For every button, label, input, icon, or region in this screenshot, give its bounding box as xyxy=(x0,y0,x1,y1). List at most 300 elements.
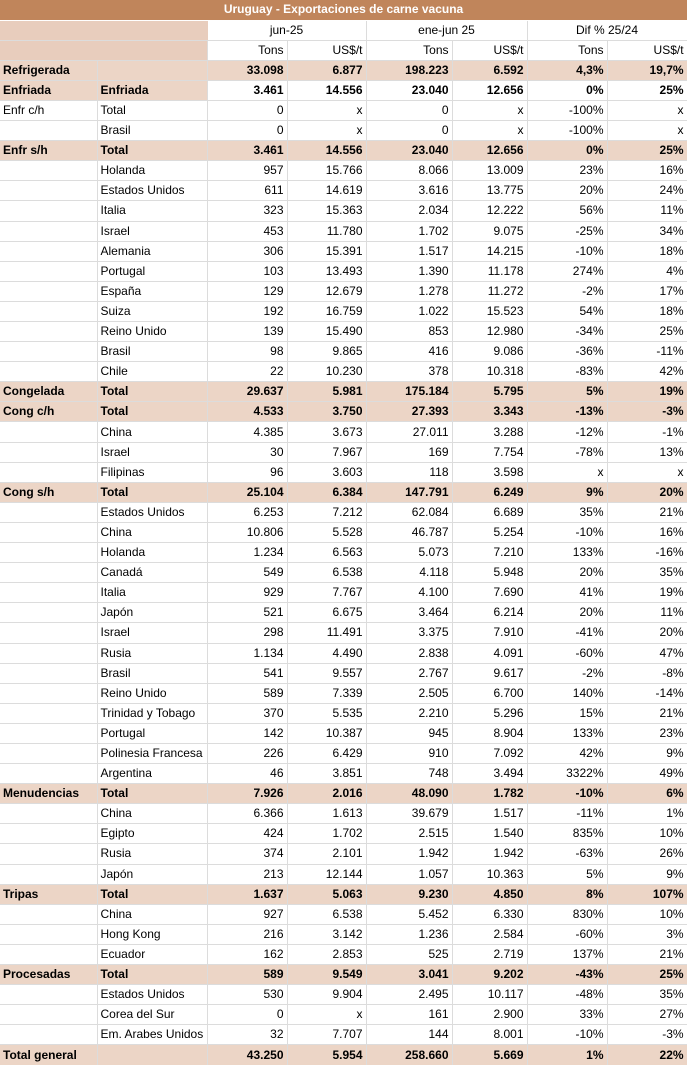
table-row xyxy=(0,824,687,844)
value-cell: 137% xyxy=(527,944,607,964)
value-cell: 1.540 xyxy=(452,824,527,844)
value-cell: 13.775 xyxy=(452,181,527,201)
value-cell: -100% xyxy=(527,100,607,120)
value-cell: 2.016 xyxy=(287,784,366,804)
value-cell: -25% xyxy=(527,221,607,241)
value-cell: 33% xyxy=(527,1005,607,1025)
value-cell: 16% xyxy=(607,161,687,181)
value-cell: 19% xyxy=(607,583,687,603)
value-cell: 927 xyxy=(207,904,287,924)
value-cell: 945 xyxy=(366,723,452,743)
value-cell: 42% xyxy=(527,743,607,763)
value-cell: 3.461 xyxy=(207,141,287,161)
value-cell: 2.584 xyxy=(452,924,527,944)
value-cell: 35% xyxy=(607,985,687,1005)
value-cell: 6.538 xyxy=(287,563,366,583)
table-row xyxy=(0,442,687,462)
destination-cell: Alemania xyxy=(97,241,207,261)
value-cell: 46.787 xyxy=(366,522,452,542)
value-cell: 22% xyxy=(607,1045,687,1065)
value-cell: 2.101 xyxy=(287,844,366,864)
value-cell: 9.549 xyxy=(287,965,366,985)
title-row xyxy=(0,0,687,20)
destination-cell: Argentina xyxy=(97,764,207,784)
value-cell: 3.041 xyxy=(366,965,452,985)
value-cell: 3.603 xyxy=(287,462,366,482)
value-cell: 1.278 xyxy=(366,281,452,301)
period-header-jun: jun-25 xyxy=(207,20,366,40)
value-cell: 39.679 xyxy=(366,804,452,824)
value-cell: 9% xyxy=(527,482,607,502)
value-cell: 21% xyxy=(607,703,687,723)
value-cell: -11% xyxy=(527,804,607,824)
value-cell: 3322% xyxy=(527,764,607,784)
value-cell: x xyxy=(607,462,687,482)
destination-cell: Total xyxy=(97,382,207,402)
value-cell: 2.900 xyxy=(452,1005,527,1025)
category-cell xyxy=(0,643,97,663)
category-cell: Enfr c/h xyxy=(0,100,97,120)
value-cell: 19% xyxy=(607,382,687,402)
destination-cell: Brasil xyxy=(97,663,207,683)
unit-header-row xyxy=(0,40,687,60)
value-cell: -63% xyxy=(527,844,607,864)
value-cell: 139 xyxy=(207,322,287,342)
value-cell: 10.387 xyxy=(287,723,366,743)
value-cell: 830% xyxy=(527,904,607,924)
value-cell: 27% xyxy=(607,1005,687,1025)
table-row xyxy=(0,723,687,743)
value-cell: 5.063 xyxy=(287,884,366,904)
destination-cell: China xyxy=(97,804,207,824)
value-cell: 7.707 xyxy=(287,1025,366,1045)
value-cell: 525 xyxy=(366,944,452,964)
destination-cell: Estados Unidos xyxy=(97,502,207,522)
value-cell: 13.009 xyxy=(452,161,527,181)
value-cell: -2% xyxy=(527,663,607,683)
value-cell: 12.656 xyxy=(452,141,527,161)
value-cell: 21% xyxy=(607,944,687,964)
category-cell: Total general xyxy=(0,1045,97,1065)
table-row xyxy=(0,924,687,944)
value-cell: 1.390 xyxy=(366,261,452,281)
value-cell: 4.533 xyxy=(207,402,287,422)
destination-cell: Reino Unido xyxy=(97,683,207,703)
destination-cell: Total xyxy=(97,100,207,120)
value-cell: 10.806 xyxy=(207,522,287,542)
value-cell: 6.214 xyxy=(452,603,527,623)
category-cell xyxy=(0,181,97,201)
category-cell xyxy=(0,442,97,462)
value-cell: 2.767 xyxy=(366,663,452,683)
value-cell: 18% xyxy=(607,241,687,261)
value-cell: 25% xyxy=(607,80,687,100)
value-cell: 7.967 xyxy=(287,442,366,462)
category-cell xyxy=(0,864,97,884)
table-row xyxy=(0,342,687,362)
destination-cell: Total xyxy=(97,402,207,422)
value-cell: 549 xyxy=(207,563,287,583)
destination-cell: Italia xyxy=(97,583,207,603)
value-cell: -60% xyxy=(527,643,607,663)
header-corner-lower xyxy=(0,40,207,60)
value-cell: 8.904 xyxy=(452,723,527,743)
value-cell: 2.853 xyxy=(287,944,366,964)
destination-cell: Portugal xyxy=(97,261,207,281)
value-cell: 853 xyxy=(366,322,452,342)
value-cell: 258.660 xyxy=(366,1045,452,1065)
table-row xyxy=(0,462,687,482)
value-cell: -14% xyxy=(607,683,687,703)
table-row xyxy=(0,563,687,583)
value-cell: 378 xyxy=(366,362,452,382)
value-cell: 7.910 xyxy=(452,623,527,643)
value-cell: 133% xyxy=(527,723,607,743)
value-cell: -12% xyxy=(527,422,607,442)
category-cell xyxy=(0,683,97,703)
category-cell xyxy=(0,342,97,362)
value-cell: 4.118 xyxy=(366,563,452,583)
category-cell xyxy=(0,904,97,924)
value-cell: 103 xyxy=(207,261,287,281)
category-cell xyxy=(0,663,97,683)
value-cell: 3.142 xyxy=(287,924,366,944)
period-header-row xyxy=(0,20,687,40)
table-row xyxy=(0,322,687,342)
value-cell: 6.592 xyxy=(452,60,527,80)
destination-cell: Total xyxy=(97,141,207,161)
value-cell: 8.001 xyxy=(452,1025,527,1045)
value-cell: 48.090 xyxy=(366,784,452,804)
value-cell: 6.700 xyxy=(452,683,527,703)
destination-cell xyxy=(97,1045,207,1065)
destination-cell: Estados Unidos xyxy=(97,985,207,1005)
value-cell: 144 xyxy=(366,1025,452,1045)
category-cell: Cong c/h xyxy=(0,402,97,422)
table-row xyxy=(0,743,687,763)
value-cell: 10% xyxy=(607,824,687,844)
table-row xyxy=(0,804,687,824)
table-row xyxy=(0,60,687,80)
value-cell: 7.092 xyxy=(452,743,527,763)
category-cell xyxy=(0,844,97,864)
destination-cell: Israel xyxy=(97,221,207,241)
category-cell xyxy=(0,563,97,583)
value-cell: 147.791 xyxy=(366,482,452,502)
value-cell: x xyxy=(527,462,607,482)
value-cell: 370 xyxy=(207,703,287,723)
value-cell: 589 xyxy=(207,683,287,703)
value-cell: 1% xyxy=(527,1045,607,1065)
category-cell xyxy=(0,522,97,542)
value-cell: 6.253 xyxy=(207,502,287,522)
category-cell xyxy=(0,261,97,281)
value-cell: 140% xyxy=(527,683,607,703)
value-cell: 6.429 xyxy=(287,743,366,763)
value-cell: 26% xyxy=(607,844,687,864)
value-cell: -48% xyxy=(527,985,607,1005)
value-cell: 10% xyxy=(607,904,687,924)
value-cell: 530 xyxy=(207,985,287,1005)
table-row xyxy=(0,181,687,201)
value-cell: 9.086 xyxy=(452,342,527,362)
value-cell: 4,3% xyxy=(527,60,607,80)
value-cell: 23% xyxy=(527,161,607,181)
value-cell: 161 xyxy=(366,1005,452,1025)
category-cell xyxy=(0,1005,97,1025)
value-cell: 2.719 xyxy=(452,944,527,964)
value-cell: 3.851 xyxy=(287,764,366,784)
table-row xyxy=(0,1045,687,1065)
destination-cell: Polinesia Francesa xyxy=(97,743,207,763)
value-cell: 6.675 xyxy=(287,603,366,623)
value-cell: 23.040 xyxy=(366,141,452,161)
destination-cell: Ecuador xyxy=(97,944,207,964)
value-cell: -83% xyxy=(527,362,607,382)
category-cell: Cong s/h xyxy=(0,482,97,502)
category-cell xyxy=(0,723,97,743)
value-cell: 298 xyxy=(207,623,287,643)
value-cell: 1.702 xyxy=(366,221,452,241)
value-cell: 957 xyxy=(207,161,287,181)
value-cell: 35% xyxy=(607,563,687,583)
value-cell: 9% xyxy=(607,864,687,884)
table-row xyxy=(0,362,687,382)
table-row xyxy=(0,161,687,181)
value-cell: 27.011 xyxy=(366,422,452,442)
value-cell: 107% xyxy=(607,884,687,904)
value-cell: 5.254 xyxy=(452,522,527,542)
value-cell: x xyxy=(452,121,527,141)
destination-cell: China xyxy=(97,904,207,924)
value-cell: 6.689 xyxy=(452,502,527,522)
category-cell xyxy=(0,362,97,382)
value-cell: 1.236 xyxy=(366,924,452,944)
category-cell: Enfriada xyxy=(0,80,97,100)
value-cell: 3.461 xyxy=(207,80,287,100)
value-cell: 162 xyxy=(207,944,287,964)
value-cell: 4.100 xyxy=(366,583,452,603)
table-row xyxy=(0,864,687,884)
value-cell: 9.075 xyxy=(452,221,527,241)
value-cell: 1.942 xyxy=(366,844,452,864)
value-cell: 1.637 xyxy=(207,884,287,904)
value-cell: 24% xyxy=(607,181,687,201)
table-row xyxy=(0,965,687,985)
destination-cell: Filipinas xyxy=(97,462,207,482)
value-cell: 12.980 xyxy=(452,322,527,342)
value-cell: 1.517 xyxy=(366,241,452,261)
category-cell xyxy=(0,281,97,301)
destination-cell: Holanda xyxy=(97,543,207,563)
destination-cell: Corea del Sur xyxy=(97,1005,207,1025)
value-cell: 17% xyxy=(607,281,687,301)
value-cell: 9% xyxy=(607,743,687,763)
value-cell: 213 xyxy=(207,864,287,884)
value-cell: 1.234 xyxy=(207,543,287,563)
value-cell: x xyxy=(452,100,527,120)
value-cell: 2.210 xyxy=(366,703,452,723)
value-cell: 9.617 xyxy=(452,663,527,683)
destination-cell: España xyxy=(97,281,207,301)
value-cell: 20% xyxy=(607,482,687,502)
category-cell xyxy=(0,703,97,723)
value-cell: 835% xyxy=(527,824,607,844)
value-cell: 3.598 xyxy=(452,462,527,482)
value-cell: 20% xyxy=(527,181,607,201)
value-cell: 541 xyxy=(207,663,287,683)
value-cell: 6.563 xyxy=(287,543,366,563)
value-cell: 589 xyxy=(207,965,287,985)
value-cell: 424 xyxy=(207,824,287,844)
value-cell: 15.391 xyxy=(287,241,366,261)
value-cell: 3% xyxy=(607,924,687,944)
table-row xyxy=(0,261,687,281)
value-cell: 0 xyxy=(366,100,452,120)
category-cell xyxy=(0,603,97,623)
value-cell: 2.495 xyxy=(366,985,452,1005)
table-row xyxy=(0,121,687,141)
destination-cell: Brasil xyxy=(97,121,207,141)
value-cell: 10.230 xyxy=(287,362,366,382)
value-cell: 6.330 xyxy=(452,904,527,924)
table-row xyxy=(0,422,687,442)
category-cell xyxy=(0,1025,97,1045)
value-cell: 96 xyxy=(207,462,287,482)
value-cell: 11.491 xyxy=(287,623,366,643)
category-cell xyxy=(0,543,97,563)
category-cell xyxy=(0,985,97,1005)
value-cell: 4.490 xyxy=(287,643,366,663)
value-cell: 910 xyxy=(366,743,452,763)
value-cell: 56% xyxy=(527,201,607,221)
value-cell: 0 xyxy=(207,121,287,141)
value-cell: 8.066 xyxy=(366,161,452,181)
destination-cell: China xyxy=(97,522,207,542)
value-cell: 6.877 xyxy=(287,60,366,80)
value-cell: 4.850 xyxy=(452,884,527,904)
destination-cell: Italia xyxy=(97,201,207,221)
category-cell xyxy=(0,121,97,141)
value-cell: 14.556 xyxy=(287,141,366,161)
value-cell: 8% xyxy=(527,884,607,904)
category-cell xyxy=(0,764,97,784)
value-cell: -1% xyxy=(607,422,687,442)
destination-cell: Japón xyxy=(97,603,207,623)
category-cell xyxy=(0,944,97,964)
value-cell: -8% xyxy=(607,663,687,683)
value-cell: 11.272 xyxy=(452,281,527,301)
table-row xyxy=(0,643,687,663)
value-cell: 274% xyxy=(527,261,607,281)
value-cell: 15.363 xyxy=(287,201,366,221)
value-cell: 11.780 xyxy=(287,221,366,241)
value-cell: 11.178 xyxy=(452,261,527,281)
value-cell: 11% xyxy=(607,603,687,623)
value-cell: -10% xyxy=(527,241,607,261)
value-cell: 13% xyxy=(607,442,687,462)
value-cell: 25% xyxy=(607,322,687,342)
value-cell: 323 xyxy=(207,201,287,221)
value-cell: 0 xyxy=(207,100,287,120)
value-cell: -3% xyxy=(607,1025,687,1045)
unit-header: Tons xyxy=(366,40,452,60)
value-cell: -16% xyxy=(607,543,687,563)
value-cell: 169 xyxy=(366,442,452,462)
value-cell: 1.134 xyxy=(207,643,287,663)
table-row xyxy=(0,944,687,964)
value-cell: 0 xyxy=(366,121,452,141)
value-cell: 9.865 xyxy=(287,342,366,362)
value-cell: 49% xyxy=(607,764,687,784)
value-cell: 2.034 xyxy=(366,201,452,221)
destination-cell: Israel xyxy=(97,442,207,462)
table-row xyxy=(0,623,687,643)
value-cell: -41% xyxy=(527,623,607,643)
value-cell: 929 xyxy=(207,583,287,603)
value-cell: 20% xyxy=(527,603,607,623)
value-cell: 192 xyxy=(207,301,287,321)
table-row xyxy=(0,281,687,301)
value-cell: -36% xyxy=(527,342,607,362)
value-cell: 416 xyxy=(366,342,452,362)
category-cell xyxy=(0,824,97,844)
table-row xyxy=(0,985,687,1005)
table-row xyxy=(0,382,687,402)
value-cell: 21% xyxy=(607,502,687,522)
value-cell: 3.464 xyxy=(366,603,452,623)
destination-cell: Canadá xyxy=(97,563,207,583)
category-cell xyxy=(0,462,97,482)
value-cell: 18% xyxy=(607,301,687,321)
destination-cell: Brasil xyxy=(97,342,207,362)
table-row xyxy=(0,904,687,924)
value-cell: 41% xyxy=(527,583,607,603)
value-cell: x xyxy=(287,121,366,141)
table-row xyxy=(0,241,687,261)
value-cell: 0 xyxy=(207,1005,287,1025)
value-cell: 25.104 xyxy=(207,482,287,502)
category-cell: Refrigerada xyxy=(0,60,97,80)
table-row xyxy=(0,683,687,703)
value-cell: 226 xyxy=(207,743,287,763)
table-body xyxy=(0,60,687,1065)
value-cell: 216 xyxy=(207,924,287,944)
value-cell: 1.517 xyxy=(452,804,527,824)
table-row xyxy=(0,784,687,804)
category-cell xyxy=(0,583,97,603)
table-row xyxy=(0,1005,687,1025)
destination-cell: Suiza xyxy=(97,301,207,321)
value-cell: 5.981 xyxy=(287,382,366,402)
destination-cell: Enfriada xyxy=(97,80,207,100)
value-cell: 30 xyxy=(207,442,287,462)
value-cell: 3.375 xyxy=(366,623,452,643)
category-cell: Enfr s/h xyxy=(0,141,97,161)
category-cell xyxy=(0,804,97,824)
value-cell: 16.759 xyxy=(287,301,366,321)
value-cell: 25% xyxy=(607,141,687,161)
value-cell: 6.384 xyxy=(287,482,366,502)
category-cell xyxy=(0,924,97,944)
value-cell: 35% xyxy=(527,502,607,522)
value-cell: -10% xyxy=(527,522,607,542)
value-cell: 6.538 xyxy=(287,904,366,924)
destination-cell xyxy=(97,60,207,80)
destination-cell: Total xyxy=(97,784,207,804)
value-cell: -10% xyxy=(527,784,607,804)
value-cell: 14.619 xyxy=(287,181,366,201)
